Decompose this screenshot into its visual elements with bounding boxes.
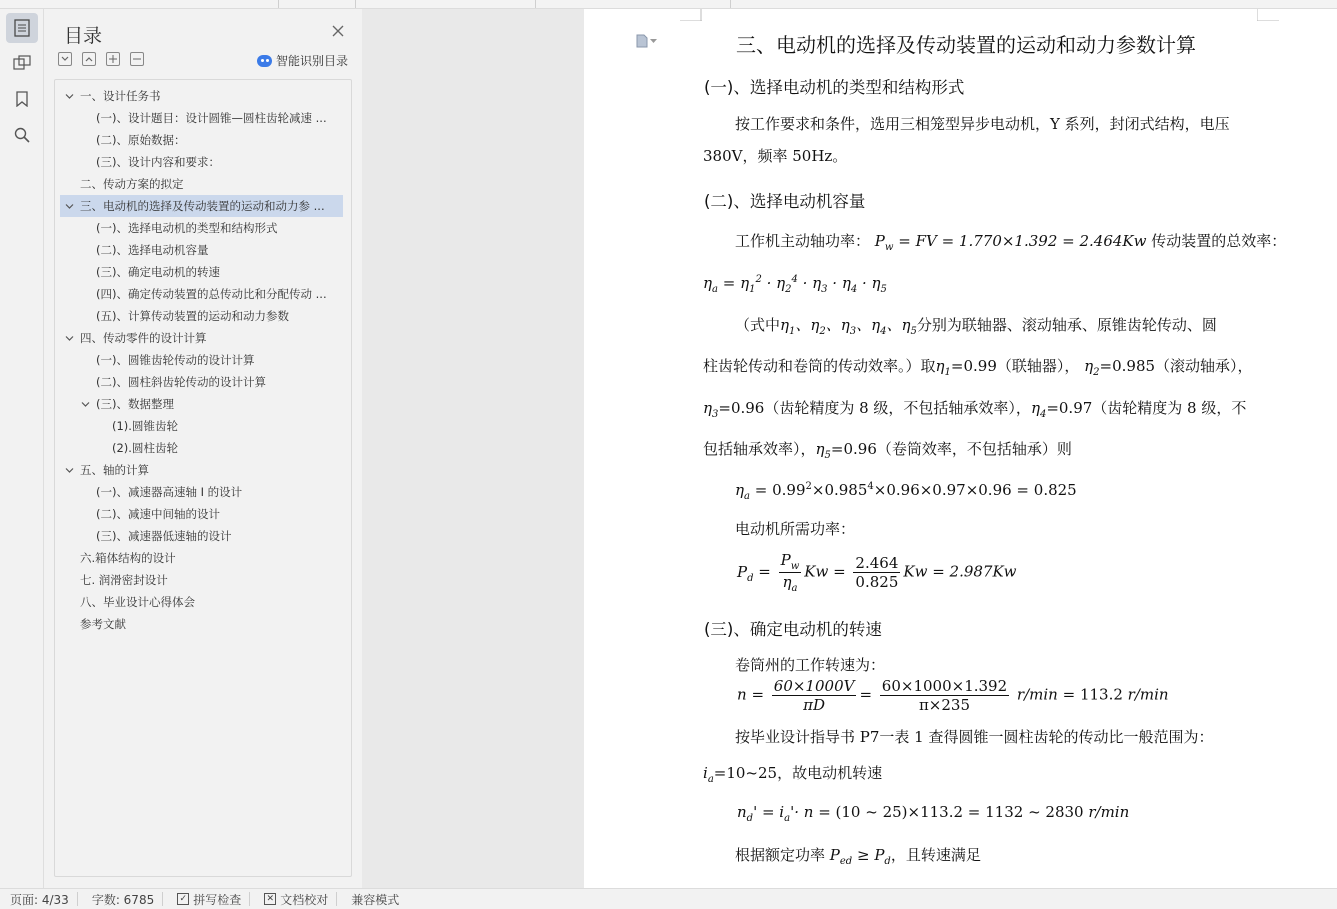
- divider: [336, 892, 337, 906]
- document-page: [584, 9, 1337, 888]
- toc-item[interactable]: [60, 349, 343, 371]
- toc-item-label: (一)、减速器高速轴 I 的设计: [96, 485, 243, 499]
- margin-corner-mark: [680, 9, 702, 21]
- toc-item[interactable]: [60, 547, 343, 569]
- ai-icon: [257, 55, 272, 67]
- text: = 113.2: [1062, 685, 1123, 704]
- text: = (10 ~ 25)×113.2 = 1132 ~ 2830: [818, 803, 1084, 821]
- toc-item[interactable]: [60, 591, 343, 613]
- toc-item-label: (四)、确定传动装置的总传动比和分配传动 ...: [96, 287, 327, 301]
- toc-item[interactable]: [60, 85, 343, 107]
- toc-item[interactable]: [60, 195, 343, 217]
- chevron-down-icon[interactable]: [65, 334, 74, 343]
- text: =0.97（齿轮精度为 8 级，不: [1046, 399, 1247, 417]
- toc-item[interactable]: [60, 261, 343, 283]
- toc-item[interactable]: [60, 613, 343, 635]
- text: Kw = 2.987Kw: [903, 562, 1017, 581]
- toc-item-label: 八、毕业设计心得体会: [80, 595, 195, 609]
- toc-item-label: (二)、减速中间轴的设计: [96, 507, 220, 521]
- workspace-gap: [362, 9, 584, 888]
- document-outline-icon: [14, 19, 30, 37]
- toc-item-label: (一)、圆锥齿轮传动的设计计算: [96, 353, 255, 367]
- text: 柱齿轮传动和卷筒的传动效率。）取: [703, 357, 936, 375]
- toc-toolbar: [58, 52, 144, 66]
- paragraph: 380V，频率 50Hz。: [703, 147, 848, 165]
- add-heading-button[interactable]: [106, 52, 120, 66]
- folder-tree-icon: [13, 55, 31, 71]
- paragraph-menu-button[interactable]: [636, 34, 657, 48]
- toc-item-label: 参考文献: [80, 617, 126, 631]
- formula-value: = FV = 1.770×1.392 = 2.464Kw: [898, 232, 1147, 250]
- ruler-tick: [278, 0, 279, 8]
- remove-heading-button[interactable]: [130, 52, 144, 66]
- paragraph: （式中$\eta_1$、$\eta_2$、$\eta_3$、$\eta_4$、$\eta_5$分别为联轴器、滚动轴承、原锥齿轮传动、圆: [735, 316, 1217, 337]
- formula-n: n = $\frac{60\times 1000V}{\pi D}$ = $\frac{60\times 1000\times 1.392}{\pi\times 235}$ r/min = 113.2 r/min: [737, 677, 1169, 714]
- toc-item-label: (五)、计算传动装置的运动和动力参数: [96, 309, 289, 323]
- text: 分别为联轴器、滚动轴承、原锥齿轮传动、圆: [916, 316, 1217, 334]
- section-heading: 三、电动机的选择及传动装置的运动和动力参数计算: [736, 33, 1196, 57]
- divider: [249, 892, 250, 906]
- chevron-down-icon[interactable]: [81, 400, 90, 409]
- chevron-down-icon[interactable]: [65, 202, 74, 211]
- toc-item-label: (三)、数据整理: [96, 397, 174, 411]
- toc-item[interactable]: [60, 107, 343, 129]
- compat-mode: 兼容模式: [351, 892, 400, 907]
- toc-item-label: (二)、选择电动机容量: [96, 243, 209, 257]
- paragraph: 按毕业设计指导书 P7一表 1 查得圆锥一圆柱齿轮的传动比一般范围为：: [735, 728, 1214, 746]
- caret-down-icon: [650, 39, 657, 44]
- text: 传动装置的总效率：: [1151, 232, 1287, 250]
- toc-list: [60, 85, 343, 635]
- formula-nd: $n_d' = i_a'\cdot n = (10$ ~ 25)×113.2 = 1132 ~ 2830 r/min: [737, 803, 1130, 824]
- text: = 0.99: [754, 481, 806, 499]
- top-strip: [0, 0, 1337, 9]
- toc-item-label: 三、电动机的选择及传动装置的运动和动力参 ...: [80, 199, 325, 213]
- formula-pd: $P_d$ = $\frac{P_w}{\eta_a}$ Kw = $\frac{2.464}{0.825}$ Kw = 2.987Kw: [737, 551, 1017, 594]
- smart-toc-button[interactable]: [257, 52, 348, 69]
- toc-item[interactable]: [60, 305, 343, 327]
- text: 工作机主动轴功率：: [735, 232, 871, 250]
- paragraph: 柱齿轮传动和卷筒的传动效率。）取$\eta_1=0.99$（联轴器）， $\eta_2=0.985$（滚动轴承），: [703, 357, 1253, 378]
- bookmark-icon: [16, 91, 28, 107]
- toc-item-label: (一)、选择电动机的类型和结构形式: [96, 221, 278, 235]
- ruler-tick: [730, 0, 731, 8]
- toc-title: 目录: [64, 25, 103, 47]
- toc-item-label: 六.箱体结构的设计: [80, 551, 176, 565]
- margin-corner-mark: [1257, 9, 1279, 21]
- formula-eta: $\eta_a = \eta_1^2 \cdot \eta_2^4 \cdot \eta_3 \cdot \eta_4 \cdot \eta_5$: [703, 274, 887, 295]
- toc-item-label: (1).圆锥齿轮: [112, 419, 178, 433]
- toc-item-label: 一、设计任务书: [80, 89, 161, 103]
- minus-icon: [133, 55, 141, 63]
- toc-item[interactable]: [60, 239, 343, 261]
- chevron-down-icon: [61, 56, 69, 62]
- toc-item-label: (三)、设计内容和要求：: [96, 155, 220, 169]
- paragraph: 按工作要求和条件，选用三相笼型异步电动机，Y 系列，封闭式结构，电压: [735, 115, 1230, 133]
- paragraph: $\eta_3=0.96$（齿轮精度为 8 级，不包括轴承效率），$\eta_4=0.97$（齿轮精度为 8 级，不: [703, 399, 1247, 420]
- text: 2.464: [855, 554, 899, 572]
- text: 根据额定功率: [735, 846, 826, 864]
- chevron-down-icon[interactable]: [65, 466, 74, 475]
- subsection-heading-1: (一)、选择电动机的类型和结构形式: [704, 78, 965, 97]
- toc-item[interactable]: [60, 415, 343, 437]
- divider: [77, 892, 78, 906]
- text: =0.99（联轴器），: [950, 357, 1080, 375]
- toc-item-label: (二)、圆柱斜齿轮传动的设计计算: [96, 375, 266, 389]
- text: 包括轴承效率），: [703, 440, 816, 458]
- text: =0.985（滚动轴承），: [1099, 357, 1253, 375]
- toc-item[interactable]: [60, 151, 343, 173]
- document-icon: [636, 34, 648, 48]
- text: 60×1000V: [773, 677, 855, 695]
- page-indicator[interactable]: 页面: 4/33: [10, 892, 69, 907]
- paragraph-power: [735, 230, 1286, 253]
- text: ，且转速满足: [890, 846, 981, 864]
- left-rail: [0, 9, 44, 888]
- divider: [162, 892, 163, 906]
- chevron-down-icon[interactable]: [65, 92, 74, 101]
- word-count[interactable]: 字数: 6785: [91, 892, 155, 907]
- smart-toc-label: 智能识别目录: [276, 54, 349, 68]
- toc-item-label: (三)、减速器低速轴的设计: [96, 529, 232, 543]
- toc-item[interactable]: [60, 393, 343, 415]
- status-bar: [0, 888, 1337, 909]
- checkbox-x-icon: ✕: [264, 893, 276, 905]
- toc-item[interactable]: [60, 481, 343, 503]
- paragraph: 电动机所需功率：: [735, 520, 856, 538]
- toc-item-label: (三)、确定电动机的转速: [96, 265, 220, 279]
- text: πD: [803, 696, 826, 714]
- text: =0.96（卷筒效率，不包括轴承）则: [830, 440, 1072, 458]
- toc-item[interactable]: [60, 283, 343, 305]
- search-icon: [14, 127, 30, 143]
- plus-icon: [109, 55, 117, 63]
- formula-eta-value: $\eta_a = 0.99^2\times 0.985^4\times 0.96\times 0.97\times 0.96 = 0.825$: [735, 481, 1077, 502]
- toc-item-label: 五、轴的计算: [80, 463, 149, 477]
- text: （式中: [735, 316, 781, 334]
- expand-up-button[interactable]: [82, 52, 96, 66]
- spell-check-toggle[interactable]: [177, 891, 241, 908]
- text: ×0.985: [811, 481, 868, 499]
- paragraph: 包括轴承效率），$\eta_5=0.96$（卷筒效率，不包括轴承）则: [703, 440, 1072, 461]
- toc-item-label: (一)、设计题目：设计圆锥—圆柱齿轮减速 ...: [96, 111, 327, 125]
- collapse-all-button[interactable]: [58, 52, 72, 66]
- paragraph: 卷筒州的工作转速为：: [735, 656, 886, 674]
- toc-item[interactable]: [60, 525, 343, 547]
- toc-item[interactable]: [60, 129, 343, 151]
- toc-item[interactable]: [60, 459, 343, 481]
- toc-item-label: (二)、原始数据：: [96, 133, 186, 147]
- toc-item-label: 四、传动零件的设计计算: [80, 331, 207, 345]
- toc-item[interactable]: [60, 437, 343, 459]
- subsection-heading-3: (三)、确定电动机的转速: [704, 620, 882, 639]
- toc-item[interactable]: [60, 173, 343, 195]
- toc-item[interactable]: [60, 503, 343, 525]
- close-icon[interactable]: [330, 23, 346, 39]
- text: π×235: [918, 696, 970, 714]
- toc-item[interactable]: [60, 371, 343, 393]
- bookmark-button[interactable]: [6, 84, 38, 114]
- proofread-toggle[interactable]: [264, 891, 328, 908]
- text: 60×1000×1.392: [881, 677, 1008, 695]
- ruler-tick: [535, 0, 536, 8]
- ruler-tick: [355, 0, 356, 8]
- toc-item[interactable]: [60, 569, 343, 591]
- chevron-up-icon: [85, 56, 93, 62]
- text: ×0.96×0.97×0.96 = 0.825: [873, 481, 1077, 499]
- toc-item-label: 二、传动方案的拟定: [80, 177, 184, 191]
- toc-item[interactable]: [60, 217, 343, 239]
- subsection-heading-2: (二)、选择电动机容量: [704, 192, 866, 211]
- toc-item-label: (2).圆柱齿轮: [112, 441, 178, 455]
- paragraph: $i_a=10\sim 25$，故电动机转速: [703, 764, 883, 785]
- checkbox-checked-icon: ✓: [177, 893, 189, 905]
- text: =10~25，故电动机转速: [713, 764, 883, 782]
- text: =0.96（齿轮精度为 8 级，不包括轴承效率），: [718, 399, 1031, 417]
- toc-item-label: 七. 润滑密封设计: [80, 573, 168, 587]
- text: 0.825: [855, 573, 899, 591]
- proofread-label: 文档校对: [280, 892, 329, 907]
- toc-item[interactable]: [60, 327, 343, 349]
- paragraph: 根据额定功率 $P_{ed} \ge P_d$，且转速满足: [735, 846, 981, 867]
- formula: $P_w$ = FV = 1.770×1.392 = 2.464Kw: [874, 232, 1147, 253]
- toc-panel: [44, 9, 362, 888]
- search-button[interactable]: [6, 120, 38, 150]
- navigation-button[interactable]: [6, 48, 38, 78]
- toc-panel-button[interactable]: [6, 13, 38, 43]
- spell-check-label: 拼写检查: [193, 892, 242, 907]
